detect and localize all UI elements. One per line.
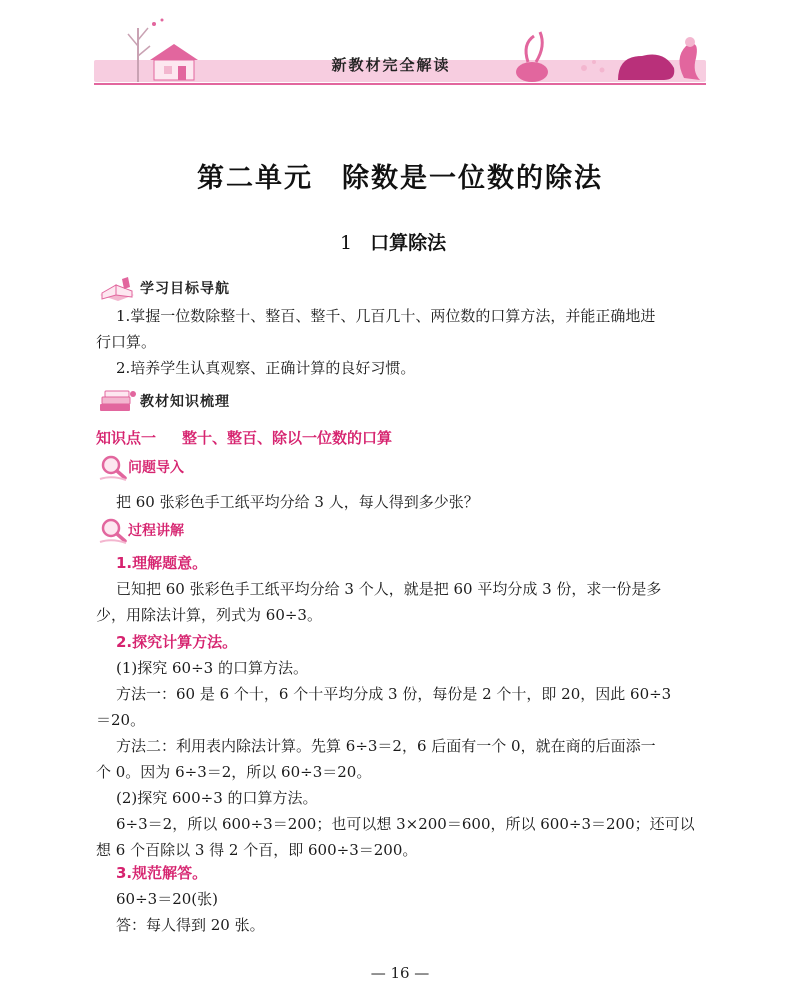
intro-label: 问题导入 bbox=[128, 460, 184, 476]
step-3-title: 3.规范解答。 bbox=[116, 864, 208, 882]
step-2-line-8: 想 6 个百除以 3 得 2 个百，即 600÷3＝200。 bbox=[96, 841, 418, 859]
step-2-line-5: 个 0。因为 6÷3＝2，所以 60÷3＝20。 bbox=[96, 763, 372, 781]
house-tree-illustration bbox=[98, 16, 208, 82]
step-2-line-7: 6÷3＝2，所以 600÷3＝200；也可以想 3×200＝600，所以 600÷3＝200；还可以 bbox=[116, 815, 695, 833]
step-1-line-1: 已知把 60 张彩色手工纸平均分给 3 个人，就是把 60 平均分成 3 份，求一份是多 bbox=[116, 580, 662, 598]
objectives-banner bbox=[96, 275, 230, 301]
section-title bbox=[340, 228, 446, 255]
step-1-title: 1.理解题意。 bbox=[116, 554, 208, 572]
step-2-line-6: (2)探究 600÷3 的口算方法。 bbox=[116, 789, 318, 807]
objective-line-2: 行口算。 bbox=[96, 333, 157, 351]
review-banner-label: 教材知识梳理 bbox=[140, 394, 230, 410]
objectives-banner-label: 学习目标导航 bbox=[140, 281, 230, 297]
intro-heading bbox=[98, 453, 184, 481]
magnifier-icon bbox=[98, 516, 128, 544]
plant-illustration bbox=[514, 28, 704, 84]
page-number: — 16 — bbox=[370, 964, 430, 982]
objective-line-3: 2.培养学生认真观察、正确计算的良好习惯。 bbox=[116, 359, 416, 377]
section-number: 1 bbox=[340, 232, 353, 254]
objective-line-1: 1.掌握一位数除整十、整百、整千、几百几十、两位数的口算方法，并能正确地进 bbox=[116, 307, 656, 325]
step-2-title: 2.探究计算方法。 bbox=[116, 633, 238, 651]
process-label: 过程讲解 bbox=[128, 523, 184, 539]
step-2-line-1: (1)探究 60÷3 的口算方法。 bbox=[116, 659, 308, 677]
step-1-line-2: 少，用除法计算，列式为 60÷3。 bbox=[96, 606, 322, 624]
review-banner bbox=[96, 388, 230, 414]
process-heading bbox=[98, 516, 184, 544]
step-3-line-2: 答：每人得到 20 张。 bbox=[116, 916, 265, 934]
page-header bbox=[94, 14, 706, 86]
knowledge-point-heading bbox=[96, 427, 392, 448]
magnifier-icon bbox=[98, 453, 128, 481]
books-stack-icon bbox=[96, 388, 138, 414]
step-2-line-4: 方法二：利用表内除法计算。先算 6÷3＝2，6 后面有一个 0，就在商的后面添一 bbox=[116, 737, 656, 755]
intro-question: 把 60 张彩色手工纸平均分给 3 人，每人得到多少张？ bbox=[116, 493, 479, 511]
chapter-title: 第二单元 除数是一位数的除法 bbox=[197, 163, 603, 194]
step-3-line-1: 60÷3＝20(张) bbox=[116, 890, 218, 908]
book-icon bbox=[96, 275, 138, 301]
section-name: 口算除法 bbox=[370, 232, 447, 254]
knowledge-point-title: 整十、整百、除以一位数的口算 bbox=[182, 429, 393, 447]
step-2-line-3: ＝20。 bbox=[96, 711, 146, 729]
header-title: 新教材完全解读 bbox=[331, 56, 451, 74]
step-2-line-2: 方法一：60 是 6 个十，6 个十平均分成 3 份，每份是 2 个十，即 20，因此 60÷3 bbox=[116, 685, 672, 703]
knowledge-point-prefix: 知识点一 bbox=[96, 429, 157, 447]
